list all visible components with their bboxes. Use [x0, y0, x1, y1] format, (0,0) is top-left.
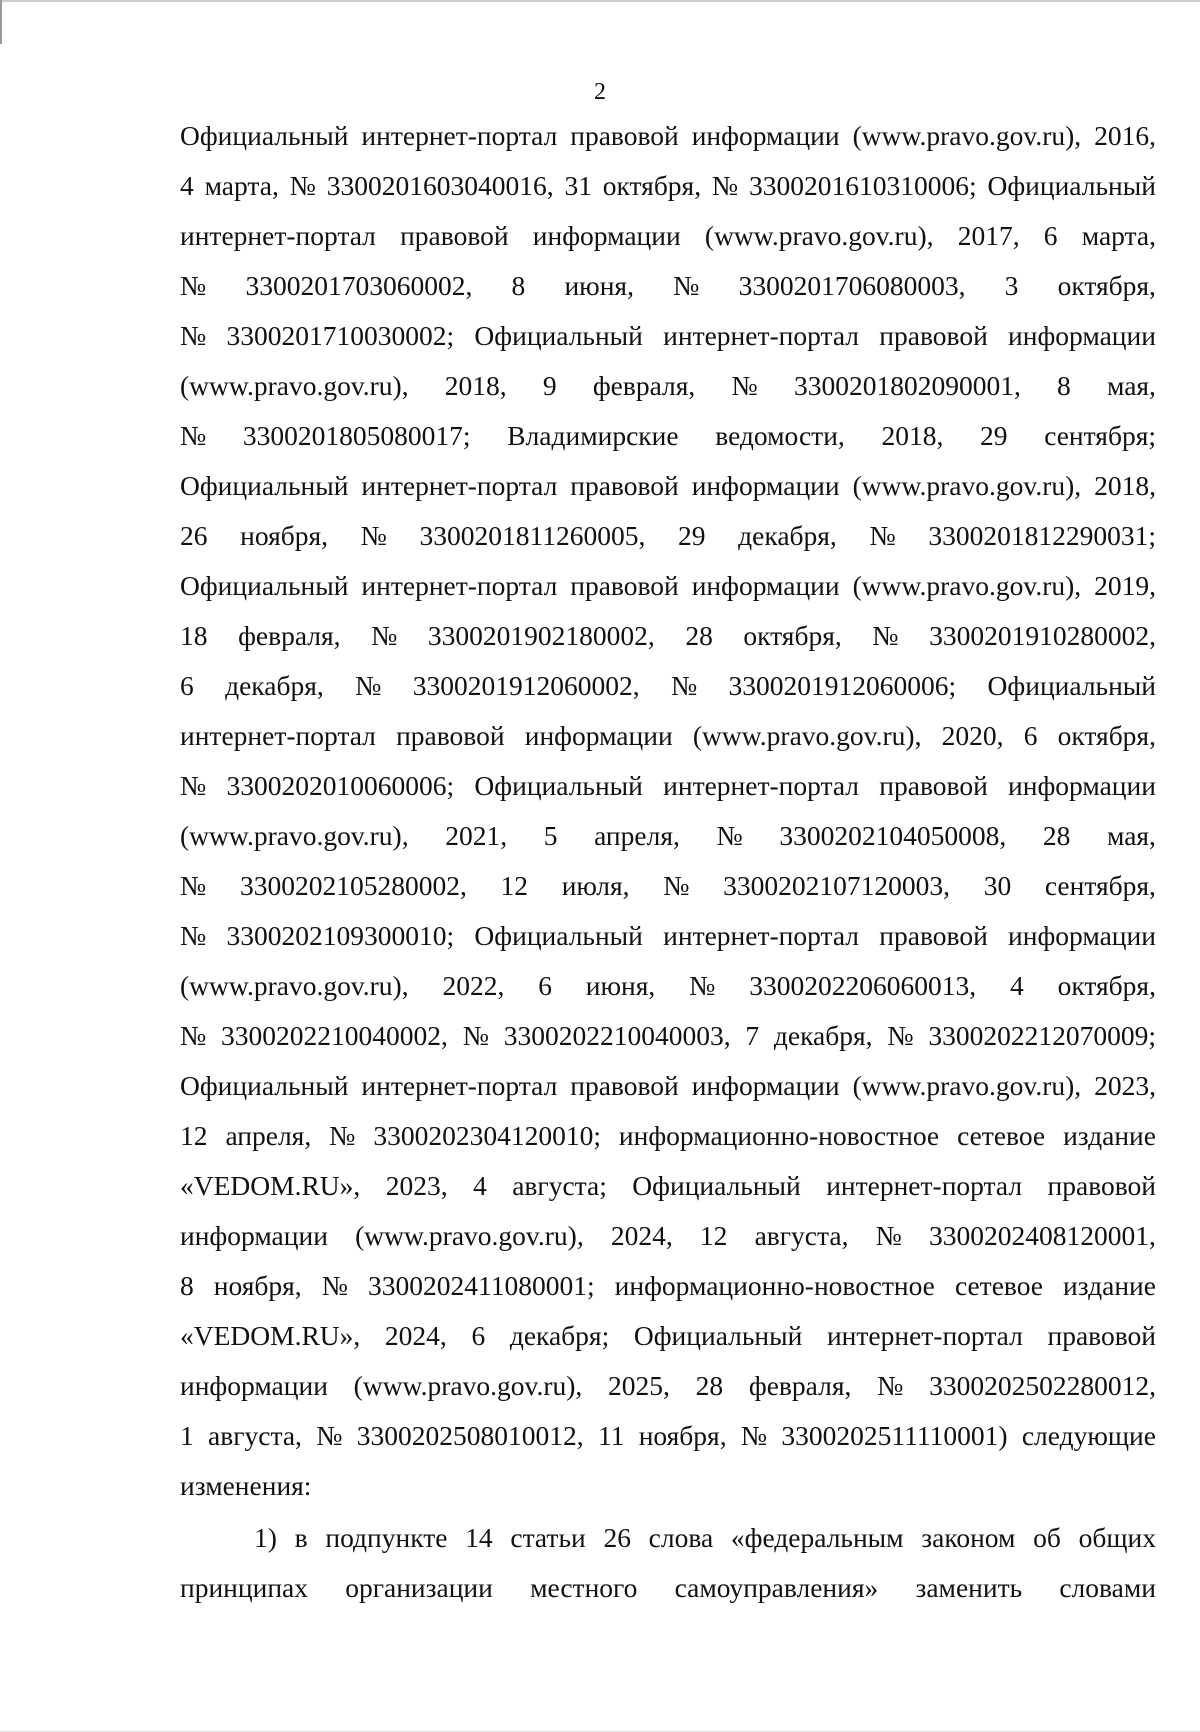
text-line	[180, 666, 1156, 716]
word: августа,	[754, 1220, 849, 1251]
word: 3300202304120010;	[373, 1120, 601, 1151]
word: (www.pravo.gov.ru),	[852, 1070, 1082, 1101]
word: 3300202104050008,	[779, 820, 1007, 851]
word: интернет-портал	[663, 920, 860, 951]
word: слова	[648, 1522, 714, 1553]
word: ноября,	[240, 520, 328, 551]
word: информации	[1008, 920, 1156, 951]
word: декабря,	[738, 520, 837, 551]
word: 3300202107120003,	[723, 870, 951, 901]
word: местного	[530, 1572, 638, 1603]
word: Официальный	[987, 170, 1156, 201]
text-line	[180, 466, 1156, 516]
word: правовой	[396, 720, 505, 751]
word: 3300202109300010;	[226, 920, 455, 951]
word: (www.pravo.gov.ru),	[180, 970, 409, 1001]
word: 3300202508010012,	[356, 1420, 584, 1451]
text-line	[180, 116, 1156, 166]
word: правовой	[879, 920, 988, 951]
word: 3300201910280002,	[929, 620, 1156, 651]
word: информации	[524, 720, 673, 751]
word: информации	[180, 1370, 328, 1401]
word: правовой	[570, 1070, 679, 1101]
word: 6	[538, 970, 552, 1001]
word: Официальный	[633, 1320, 803, 1351]
word: 3300201703060002,	[245, 270, 473, 301]
word: (www.pravo.gov.ru),	[852, 470, 1082, 501]
word: №	[329, 1120, 356, 1151]
word: Официальный	[180, 120, 349, 151]
text-line	[180, 766, 1156, 816]
word: №	[180, 1020, 207, 1051]
text-line	[180, 1568, 1156, 1618]
word: ведомости,	[715, 420, 845, 451]
word: информации	[691, 470, 840, 501]
word: 3300201811260005,	[419, 520, 646, 551]
text-line	[180, 366, 1156, 416]
word: 28	[1042, 820, 1071, 851]
word: декабря;	[509, 1320, 610, 1351]
word: общих	[1078, 1522, 1156, 1553]
text-line	[180, 316, 1156, 366]
word: 3300202502280012,	[929, 1370, 1156, 1401]
word: августа,	[208, 1420, 302, 1451]
text-line	[180, 616, 1156, 666]
word: Официальный	[180, 570, 349, 601]
word: об	[1033, 1522, 1061, 1553]
text-line	[180, 1266, 1156, 1316]
word: июня,	[564, 270, 634, 301]
word: 2024,	[384, 1320, 447, 1351]
text-line	[180, 866, 1156, 916]
word: Официальный	[180, 470, 349, 501]
word: правовой	[879, 320, 988, 351]
word: 2024,	[610, 1220, 673, 1251]
word: следующие	[1021, 1420, 1156, 1451]
text-line	[180, 966, 1156, 1016]
word: №	[731, 370, 758, 401]
word: №	[716, 820, 743, 851]
word: 6	[180, 670, 194, 701]
text-line	[180, 1366, 1156, 1416]
page-number: 2	[594, 79, 606, 105]
document-body	[180, 116, 1156, 1618]
word: 3300202105280002,	[239, 870, 467, 901]
word: 2023,	[385, 1170, 448, 1201]
word: информации	[180, 1220, 328, 1251]
word: 3300202210040002,	[221, 1020, 448, 1051]
word: информации	[532, 220, 681, 251]
word: 3300202010060006;	[226, 770, 455, 801]
word: 6	[471, 1320, 486, 1351]
word: 29	[678, 520, 706, 551]
word: октября,	[1057, 720, 1156, 751]
word: февраля,	[238, 620, 341, 651]
word: 11	[597, 1420, 625, 1451]
word: №	[355, 670, 382, 701]
word: 26	[603, 1522, 631, 1553]
text-line	[180, 816, 1156, 866]
text-line	[180, 1416, 1156, 1466]
word: 1)	[254, 1522, 277, 1553]
word: 3300201610310006;	[749, 170, 977, 201]
word: 3300202210040003,	[503, 1020, 731, 1051]
word: 3	[1004, 270, 1019, 301]
word: №	[180, 270, 207, 301]
word: декабря,	[773, 1020, 873, 1051]
word: октября,	[1057, 270, 1156, 301]
word: «федеральным	[730, 1522, 904, 1553]
word: 4	[1010, 970, 1024, 1001]
word: правовой	[570, 120, 679, 151]
word: июля,	[561, 870, 630, 901]
word: (www.pravo.gov.ru),	[180, 370, 409, 401]
word: апреля,	[594, 820, 680, 851]
word: 8	[1057, 370, 1071, 401]
word: издание	[1063, 1120, 1156, 1151]
word: 2019,	[1094, 570, 1156, 601]
word: 2022,	[442, 970, 505, 1001]
word: 30	[983, 870, 1012, 901]
word: декабря,	[225, 670, 324, 701]
word: 3300201802090001,	[793, 370, 1021, 401]
word: заменить	[915, 1572, 1023, 1603]
word: мая,	[1106, 370, 1156, 401]
word: 7	[745, 1020, 760, 1051]
text-line	[180, 566, 1156, 616]
word: №	[663, 870, 690, 901]
word: №	[289, 170, 316, 201]
word: №	[180, 920, 207, 951]
word: 4	[180, 170, 194, 201]
word: апреля,	[225, 1120, 312, 1151]
word: 3300201912060006;	[728, 670, 957, 701]
word: 12	[180, 1120, 208, 1151]
word: правовой	[570, 570, 679, 601]
word: организации	[345, 1572, 493, 1603]
text-line	[180, 1518, 1156, 1568]
word: октября,	[743, 620, 842, 651]
word: 5	[543, 820, 558, 851]
word: информации	[1008, 770, 1156, 801]
word: Официальный	[632, 1170, 801, 1201]
word: 26	[180, 520, 208, 551]
word: самоуправления»	[674, 1572, 879, 1603]
word: (www.pravo.gov.ru),	[852, 570, 1082, 601]
word: №	[740, 1420, 768, 1451]
word: ноября,	[213, 1270, 302, 1301]
word: Официальный	[474, 320, 643, 351]
word: 12	[699, 1220, 728, 1251]
word: законом	[921, 1522, 1016, 1553]
word: 3300202212070009;	[928, 1020, 1156, 1051]
word: 28	[695, 1370, 724, 1401]
word: подпункте	[325, 1522, 448, 1553]
word: №	[869, 520, 896, 551]
word: правовой	[570, 470, 679, 501]
word: Владимирские	[507, 420, 679, 451]
word: интернет-портал	[361, 1070, 558, 1101]
word: интернет-портал	[663, 320, 860, 351]
word: 3300201902180002,	[427, 620, 655, 651]
word: статьи	[510, 1522, 586, 1553]
word: 8	[180, 1270, 194, 1301]
text-line	[180, 1116, 1156, 1166]
word: 3300202411080001;	[368, 1270, 595, 1301]
text-line	[180, 716, 1156, 766]
word: словами	[1059, 1572, 1156, 1603]
word: сентября;	[1044, 420, 1156, 451]
word: №	[180, 320, 207, 351]
word: марта,	[1081, 220, 1156, 251]
word: 3300201710030002;	[226, 320, 455, 351]
word: 2017,	[957, 220, 1020, 251]
word: сентября,	[1044, 870, 1156, 901]
word: интернет-портал	[361, 120, 558, 151]
word: принципах	[180, 1572, 309, 1603]
text-line	[180, 416, 1156, 466]
word: №	[321, 1270, 348, 1301]
word: интернет-портал	[361, 570, 558, 601]
word: февраля,	[748, 1370, 852, 1401]
text-line	[180, 916, 1156, 966]
word: 2016,	[1094, 120, 1156, 151]
word: сетевое	[954, 1270, 1043, 1301]
word: 31	[564, 170, 592, 201]
word: августа;	[512, 1170, 607, 1201]
word: (www.pravo.gov.ru),	[692, 720, 922, 751]
word: интернет-портал	[180, 720, 376, 751]
word: информационно-новостное	[614, 1270, 935, 1301]
word: №	[316, 1420, 343, 1451]
text-line	[180, 1016, 1156, 1066]
word: 28	[685, 620, 713, 651]
word: №	[462, 1020, 489, 1051]
word: 3300201805080017;	[242, 420, 471, 451]
word: издание	[1063, 1270, 1156, 1301]
word: правовой	[879, 770, 988, 801]
word: Официальный	[474, 920, 643, 951]
word: №	[673, 270, 700, 301]
text-line	[180, 216, 1156, 266]
word: 3300201603040016,	[326, 170, 554, 201]
scan-edge-left	[0, 0, 2, 44]
word: в	[294, 1522, 308, 1553]
word: 2021,	[445, 820, 508, 851]
word: интернет-портал	[663, 770, 860, 801]
word: 3300202511110001)	[781, 1420, 1008, 1451]
word: Официальный	[987, 670, 1156, 701]
word: сетевое	[957, 1120, 1046, 1151]
scan-edge-top	[0, 0, 1200, 2]
word: 2023,	[1094, 1070, 1156, 1101]
word: №	[180, 420, 207, 451]
word: 6	[1023, 720, 1038, 751]
word: информации	[691, 120, 840, 151]
word: (www.pravo.gov.ru),	[355, 1220, 584, 1251]
word: 3300202408120001,	[929, 1220, 1156, 1251]
word: (www.pravo.gov.ru),	[353, 1370, 583, 1401]
word: «VEDOM.RU»,	[180, 1320, 361, 1351]
word: (www.pravo.gov.ru),	[852, 120, 1082, 151]
word: информации	[1008, 320, 1156, 351]
word: 14	[465, 1522, 493, 1553]
word: 9	[542, 370, 557, 401]
word: октября,	[1057, 970, 1156, 1001]
word: 12	[500, 870, 528, 901]
word: мая,	[1106, 820, 1156, 851]
word: июня,	[585, 970, 656, 1001]
word: (www.pravo.gov.ru),	[704, 220, 934, 251]
word: 3300201812290031;	[928, 520, 1156, 551]
word: №	[360, 520, 387, 551]
word: октября,	[602, 170, 702, 201]
text-line	[180, 1066, 1156, 1116]
word: №	[887, 1020, 914, 1051]
word: 3300201912060002,	[412, 670, 640, 701]
word: интернет-портал	[826, 1320, 1023, 1351]
word: 6	[1043, 220, 1058, 251]
word: 2025,	[608, 1370, 670, 1401]
word: 8	[511, 270, 526, 301]
word: №	[180, 870, 207, 901]
word: №	[875, 1220, 902, 1251]
word: правовой	[1047, 1320, 1156, 1351]
text-line	[180, 516, 1156, 566]
word: 2018,	[444, 370, 507, 401]
word: 29	[980, 420, 1008, 451]
text-line	[180, 266, 1156, 316]
word: №	[877, 1370, 904, 1401]
word: 18	[180, 620, 208, 651]
word: №	[180, 770, 207, 801]
word: №	[689, 970, 716, 1001]
word: 1	[180, 1420, 194, 1451]
text-line	[180, 166, 1156, 216]
word: 2018,	[1094, 470, 1156, 501]
word: №	[670, 670, 698, 701]
word: интернет-портал	[826, 1170, 1023, 1201]
text-line: изменения:	[180, 1470, 312, 1501]
word: (www.pravo.gov.ru),	[180, 820, 409, 851]
word: Официальный	[474, 770, 643, 801]
word: ноября,	[638, 1420, 727, 1451]
word: «VEDOM.RU»,	[180, 1170, 361, 1201]
word: №	[872, 620, 899, 651]
word: информации	[691, 570, 840, 601]
word: марта,	[204, 170, 279, 201]
word: февраля,	[592, 370, 696, 401]
word: 4	[473, 1170, 487, 1201]
word: правовой	[400, 220, 509, 251]
word: информации	[691, 1070, 840, 1101]
word: 2018,	[881, 420, 944, 451]
word: правовой	[1047, 1170, 1156, 1201]
text-line	[180, 1316, 1156, 1366]
word: 3300202206060013,	[749, 970, 977, 1001]
word: №	[371, 620, 398, 651]
word: Официальный	[180, 1070, 349, 1101]
word: интернет-портал	[180, 220, 376, 251]
text-line	[180, 1216, 1156, 1266]
word: информационно-новостное	[618, 1120, 940, 1151]
word: 3300201706080003,	[738, 270, 966, 301]
text-line	[180, 1166, 1156, 1216]
word: 2020,	[941, 720, 1004, 751]
word: №	[711, 170, 739, 201]
word: интернет-портал	[361, 470, 558, 501]
